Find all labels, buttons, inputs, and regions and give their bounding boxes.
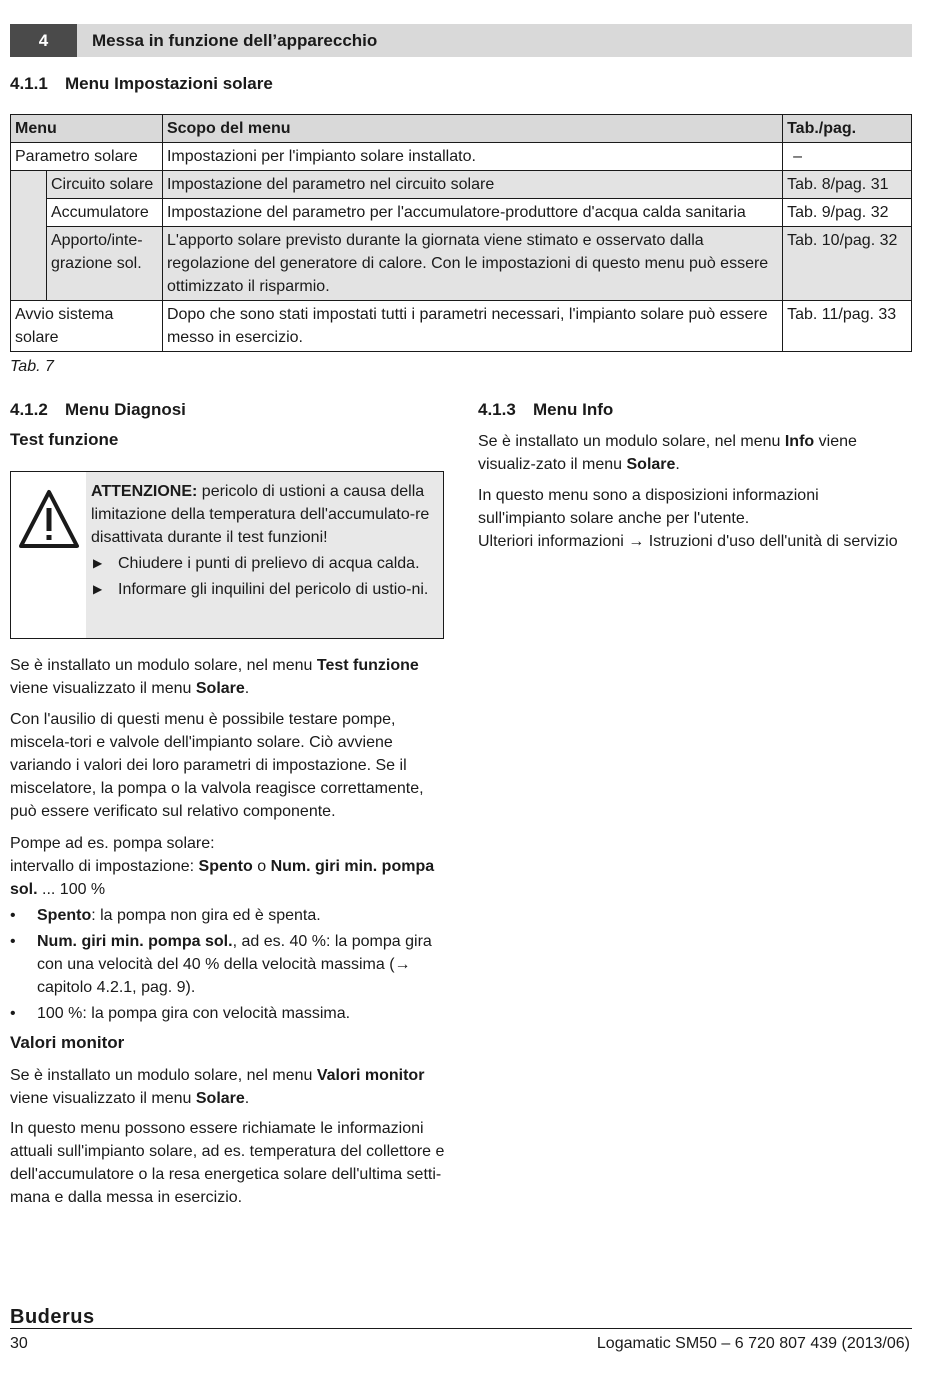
- bullet-dot-icon: •: [10, 1005, 16, 1022]
- warning-item-text: Chiudere i punti di prelievo di acqua calda.: [118, 555, 420, 572]
- text-run-bold: Num. giri min. pompa sol.: [10, 858, 435, 898]
- text-run-bold: Spento: [198, 858, 253, 875]
- table-cell: Tab. 10/pag. 32: [783, 227, 912, 301]
- section-heading-412: [10, 400, 186, 420]
- warning-label: ATTENZIONE:: [91, 483, 198, 500]
- table-header-cell: Menu: [11, 115, 163, 143]
- section-title: Menu Impostazioni solare: [65, 74, 273, 93]
- table-header-row: [11, 115, 912, 143]
- text-run: .: [244, 680, 250, 697]
- table-cell: Circuito solare: [46, 171, 162, 199]
- list-item: [10, 930, 446, 999]
- paragraph: Con l'ausilio di questi menu è possibile testare pompe, miscela-tori e valvole dell'impianto solare. Ciò avviene variando i valori dei loro parametri di impostazione. Se il miscelatore, la pompa o la valvola reagisce correttamente, può essere verificato sul relativo componente.: [10, 711, 424, 820]
- table-cell: L'apporto solare previsto durante la giornata viene stimato e osservato dalla regolazione del generatore di calore. Con le impostazioni di questo menu può essere ottimizzato il risparmio.: [162, 227, 782, 301]
- chapter-number: 4: [10, 24, 77, 57]
- warning-item-text: Informare gli inquilini del pericolo di ustio-ni.: [118, 581, 429, 598]
- warning-body: [86, 472, 443, 638]
- text-line: Ulteriori informazioni → Istruzioni d'uso dell'unità di servizio: [478, 533, 898, 550]
- table-cell: Impostazione del parametro nel circuito solare: [162, 171, 782, 199]
- text-run: intervallo di impostazione:: [10, 858, 199, 875]
- warning-text: [91, 480, 433, 549]
- list-item: [10, 904, 446, 927]
- subheading-test-funzione: Test funzione: [10, 430, 119, 449]
- text-run: .: [675, 456, 680, 473]
- text-run: , ad es. 40 %: la pompa gira con una velocità del 40 % della velocità massima (→ capitolo 4.2.1, pag. 9).: [37, 933, 432, 996]
- bullet-dot-icon: •: [10, 907, 16, 924]
- table-header-cell: Tab./pag.: [783, 115, 912, 143]
- table-cell: Impostazioni per l'impianto solare installato.: [162, 143, 782, 171]
- table-cell: Apporto/inte-grazione sol.: [46, 227, 162, 301]
- table-cell: Avvio sistema solare: [11, 301, 163, 352]
- section-number: 4.1.3: [478, 400, 516, 419]
- paragraph: [10, 1064, 446, 1110]
- warning-triangle-icon: [17, 488, 81, 552]
- text-line: In questo menu sono a disposizioni informazioni sull'impianto solare anche per l'utente.: [478, 487, 819, 527]
- text-line: [10, 855, 446, 901]
- section-heading-413: [478, 400, 613, 420]
- text-run: viene visualizzato il menu: [10, 680, 196, 697]
- page-number: 30: [10, 1335, 28, 1352]
- text-run: Se è installato un modulo solare, nel menu: [478, 433, 785, 450]
- list-item: [10, 1002, 446, 1025]
- text-run: Se è installato un modulo solare, nel menu: [10, 657, 317, 674]
- play-bullet-icon: ▶: [93, 582, 103, 596]
- warning-list-item: [91, 578, 433, 601]
- paragraph: [10, 832, 446, 901]
- chapter-title: Messa in funzione dell’apparecchio: [92, 30, 378, 50]
- table-header-cell: Scopo del menu: [162, 115, 782, 143]
- table-cell: Impostazione del parametro per l'accumulatore-produttore d'acqua calda sanitaria: [162, 199, 782, 227]
- footer-divider: [10, 1328, 912, 1329]
- text-run: : la pompa non gira ed è spenta.: [91, 907, 321, 924]
- section-number: 4.1.1: [10, 74, 48, 93]
- subheading-valori-monitor: Valori monitor: [10, 1033, 125, 1052]
- table-row: [11, 301, 912, 352]
- section-title: Menu Info: [533, 400, 614, 419]
- table-cell: Tab. 9/pag. 32: [783, 199, 912, 227]
- text-run-bold: Solare: [195, 680, 245, 697]
- text-run-bold: Num. giri min. pompa sol.: [37, 933, 233, 950]
- table-caption: Tab. 7: [10, 358, 54, 375]
- bullet-dot-icon: •: [10, 933, 16, 950]
- paragraph: [10, 654, 446, 700]
- text-run-bold: Valori monitor: [316, 1067, 425, 1084]
- warning-box: [10, 471, 444, 639]
- table-cell: Tab. 11/pag. 33: [783, 301, 912, 352]
- section-title: Menu Diagnosi: [65, 400, 186, 419]
- text-line: Pompe ad es. pompa solare:: [10, 835, 215, 852]
- warning-icon-column: [11, 472, 86, 638]
- brand-logo: Buderus: [10, 1306, 95, 1328]
- text-run: ... 100 %: [37, 881, 106, 898]
- section-number: 4.1.2: [10, 400, 48, 419]
- text-run-bold: Info: [784, 433, 815, 450]
- table-cell: Parametro solare: [11, 143, 163, 171]
- text-run-bold: Solare: [195, 1090, 245, 1107]
- document-reference: Logamatic SM50 – 6 720 807 439 (2013/06): [596, 1335, 910, 1352]
- play-bullet-icon: ▶: [93, 556, 103, 570]
- table-row: [11, 143, 912, 171]
- warning-list-item: [91, 552, 433, 575]
- paragraph: [478, 484, 910, 553]
- table-cell: Tab. 8/pag. 31: [783, 171, 912, 199]
- section-heading-411: [10, 74, 273, 94]
- bullet-list: [10, 904, 446, 1025]
- text-run: 100 %: la pompa gira con velocità massima.: [37, 1005, 351, 1022]
- table-row: [11, 199, 912, 227]
- text-run: .: [244, 1090, 250, 1107]
- text-run-bold: Spento: [37, 907, 92, 924]
- table-row: [11, 171, 912, 199]
- table-row: [11, 227, 912, 301]
- text-run: o: [252, 858, 271, 875]
- text-run: Se è installato un modulo solare, nel menu: [10, 1067, 317, 1084]
- warning-message: pericolo di ustioni a causa della limitazione della temperatura dell'accumulato-re disattivata durante il test funzioni!: [91, 483, 430, 546]
- paragraph: [478, 430, 910, 476]
- table-cell: Dopo che sono stati impostati tutti i parametri necessari, l'impianto solare può essere messo in esercizio.: [162, 301, 782, 352]
- paragraph: In questo menu possono essere richiamate le informazioni attuali sull'impianto solare, ad es. temperatura del collettore e dell'accumulatore o la resa energetica solare dell'ultima setti-mana e dalla messa in esercizio.: [10, 1120, 445, 1206]
- text-run: viene visualiz-zato il menu: [478, 433, 857, 473]
- text-run-bold: Solare: [626, 456, 676, 473]
- text-run: viene visualizzato il menu: [10, 1090, 196, 1107]
- table-cell: –: [783, 143, 912, 171]
- menu-table: [10, 114, 912, 352]
- table-indent-cell: [11, 171, 47, 301]
- table-cell: Accumulatore: [46, 199, 162, 227]
- text-run-bold: Test funzione: [316, 657, 419, 674]
